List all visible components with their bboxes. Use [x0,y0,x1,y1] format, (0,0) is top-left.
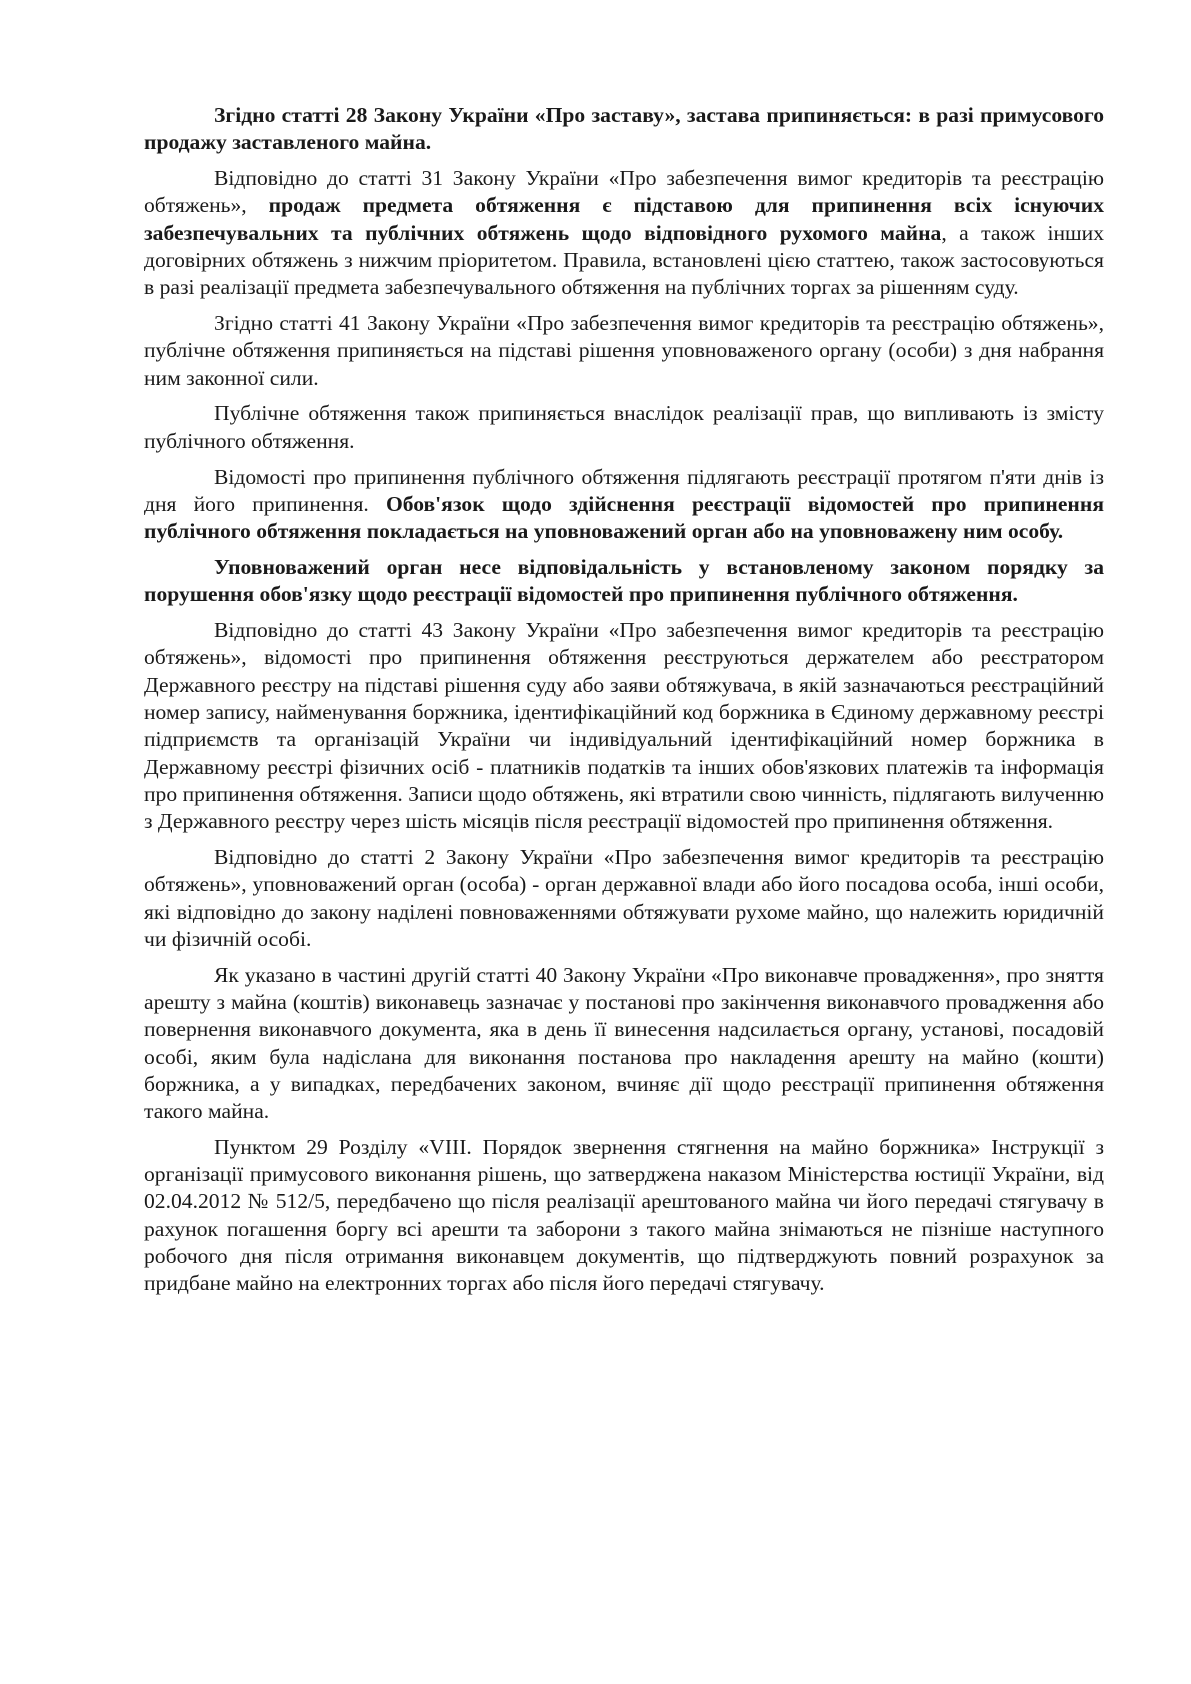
paragraph-article-2 [144,844,1104,953]
text-segment: Згідно статті 28 Закону України «Про заставу», застава припиняється: в разі примусового продажу заставленого майна. [144,103,1104,155]
text-segment: , а також інших договірних обтяжень з нижчим пріоритетом. Правила, встановлені цією статтею, також застосовуються в разі реалізації предмета забезпечувального обтяження на публічних торгах за рішенням суду. [144,220,1104,300]
paragraph-responsibility [144,554,1104,609]
text-segment-bold: продаж предмета обтяження є підставою для припинення всіх існуючих забезпечувальних та публічних обтяжень щодо відповідного рухомого майна [144,193,1104,245]
paragraph-article-40 [144,962,1104,1126]
document-page [144,102,1104,1298]
text-segment: Відповідно до статті 31 Закону України «Про забезпечення вимог кредиторів та реєстрацію обтяжень», [144,166,1104,218]
text-segment: Публічне обтяження також припиняється внаслідок реалізації прав, що випливають із змісту публічного обтяження. [144,401,1104,453]
text-segment-bold: Уповноважений орган несе відповідальність у встановленому законом порядку за порушення обов'язку щодо реєстрації відомостей про припинення публічного обтяження. [144,554,1104,607]
paragraph-article-31 [144,165,1104,301]
text-segment-bold: Обов'язок щодо здійснення реєстрації відомостей про припинення публічного обтяження покладається на уповноважений орган або на уповноважену ним особу. [144,491,1104,544]
paragraph-instruction-29 [144,1134,1104,1298]
paragraph-registration-duty [144,464,1104,546]
paragraph-article-43 [144,617,1104,835]
paragraph-public-encumbrance [144,400,1104,455]
paragraph-pledge-termination [144,102,1104,157]
paragraph-article-41 [144,310,1104,392]
text-segment: Відомості про припинення публічного обтяження підлягають реєстрації протягом п'яти днів із дня його припинення. [144,464,1104,516]
text-segment: Відповідно до статті 43 Закону України «Про забезпечення вимог кредиторів та реєстрацію обтяжень», відомості про припинення обтяження реєструються держателем або реєстратором Державного реєстру на підставі рішення суду або заяви обтяжувача, в якій зазначаються реєстраційний номер запису, найменування боржника, ідентифікаційний код боржника в Єдиному державному реєстрі підприємств та організацій України чи індивідуальний ідентифікаційний номер боржника в Державному реєстрі фізичних осіб - платників податків та інших обов'язкових платежів та інформація про припинення обтяження. Записи щодо обтяжень, які втратили свою чинність, підлягають вилученню з Державного реєстру через шість місяців після реєстрації відомостей про припинення обтяження. [144,618,1104,834]
text-segment: Згідно статті 41 Закону України «Про забезпечення вимог кредиторів та реєстрацію обтяжень», публічне обтяження припиняється на підставі рішення уповноваженого органу (особи) з дня набрання ним законної сили. [144,311,1104,390]
text-segment: Відповідно до статті 2 Закону України «Про забезпечення вимог кредиторів та реєстрацію обтяжень», уповноважений орган (особа) - орган державної влади або його посадова особа, інші особи, які відповідно до закону наділені повноваженнями обтяжувати рухоме майно, що належить юридичній чи фізичній особі. [144,844,1104,951]
text-segment: Як указано в частині другій статті 40 Закону України «Про виконавче провадження», про зняття арешту з майна (коштів) виконавець зазначає у постанові про закінчення виконавчого провадження або повернення виконавчого документа, яка в день її винесення надсилається органу, установі, посадовій особі, яким була надіслана для виконання постанова про накладення арешту на майно (кошти) боржника, а у випадках, передбачених законом, вчиняє дії щодо реєстрації припинення обтяження такого майна. [144,962,1104,1124]
text-segment: Пунктом 29 Розділу «VIII. Порядок звернення стягнення на майно боржника» Інструкції з організації примусового виконання рішень, що затверджена наказом Міністерства юстиції України, від 02.04.2012 № 512/5, передбачено що після реалізації арештованого майна чи його передачі стягувачу в рахунок погашення боргу всі арешти та заборони з такого майна знімаються не пізніше наступного робочого дня після отримання виконавцем документів, що підтверджують повний розрахунок за придбане майно на електронних торгах або після його передачі стягувачу. [144,1134,1104,1296]
